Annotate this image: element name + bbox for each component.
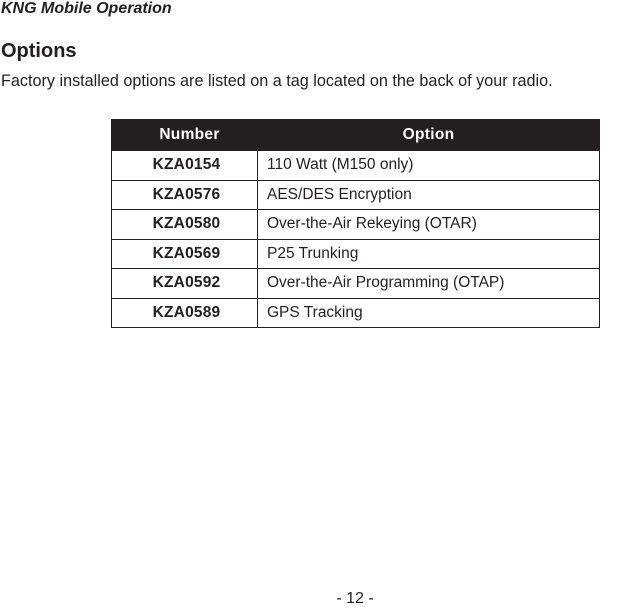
options-table [111,119,600,328]
table-row [112,298,600,328]
option-number: KZA0576 [112,180,258,210]
option-number: KZA0154 [112,151,258,181]
column-header-number: Number [112,120,258,151]
section-title: Options [1,40,77,62]
column-header-option: Option [258,120,600,151]
option-number: KZA0589 [112,298,258,328]
table-row [112,151,600,181]
table-row [112,269,600,299]
option-description: Over-the-Air Rekeying (OTAR) [258,210,600,240]
option-number: KZA0592 [112,269,258,299]
table-row [112,180,600,210]
option-description: Over-the-Air Programming (OTAP) [258,269,600,299]
table-row [112,239,600,269]
option-number: KZA0580 [112,210,258,240]
table-row [112,210,600,240]
option-description: P25 Trunking [258,239,600,269]
table-header-row [112,120,600,151]
option-description: GPS Tracking [258,298,600,328]
option-description: 110 Watt (M150 only) [258,151,600,181]
option-number: KZA0569 [112,239,258,269]
option-description: AES/DES Encryption [258,180,600,210]
page-number: - 12 - [336,590,374,607]
intro-paragraph: Factory installed options are listed on a tag located on the back of your radio. [1,72,553,90]
running-header: KNG Mobile Operation [1,0,172,17]
